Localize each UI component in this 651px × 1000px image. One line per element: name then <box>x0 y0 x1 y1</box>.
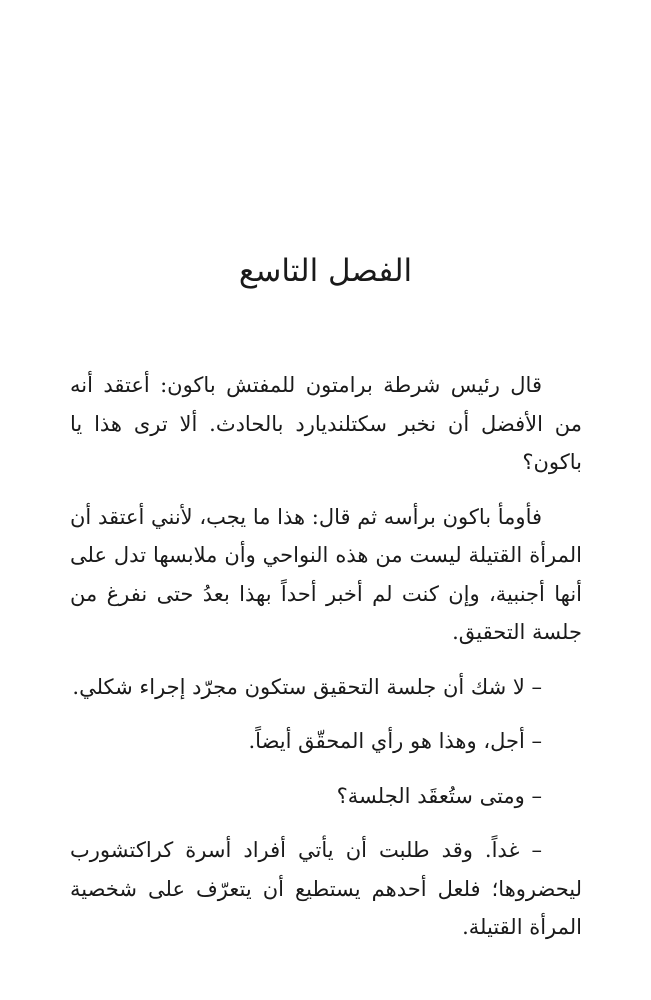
paragraph: قال رئيس شرطة برامتون للمفتش باكون: أعتقد أنه من الأفضل أن نخبر سكتلنديارد بالحادث. ألا ترى هذا يا باكون؟ <box>70 373 582 474</box>
paragraph: فأومأ باكون برأسه ثم قال: هذا ما يجب، لأنني أعتقد أن المرأة القتيلة ليست من هذه النواحي وأن ملابسها تدل على أنها أجنبية، وإن كنت لم أخبر أحداً بهذا بعدُ حتى نفرغ من جلسة التحقيق. <box>70 504 582 644</box>
chapter-title: الفصل التاسع <box>238 253 413 289</box>
dialogue-line: – لا شك أن جلسة التحقيق ستكون مجرّد إجراء شكلي. <box>72 674 542 699</box>
dialogue-line: – غداً. وقد طلبت أن يأتي أفراد أسرة كراكتشورب ليحضروها؛ فلعل أحدهم يستطيع أن يتعرّف على شخصية المرأة القتيلة. <box>70 838 582 939</box>
dialogue-line: – أجل، وهذا هو رأي المحقّق أيضاً. <box>248 729 542 753</box>
dialogue-line: – ومتى ستُعقَد الجلسة؟ <box>336 783 542 808</box>
chapter-body <box>70 366 582 963</box>
